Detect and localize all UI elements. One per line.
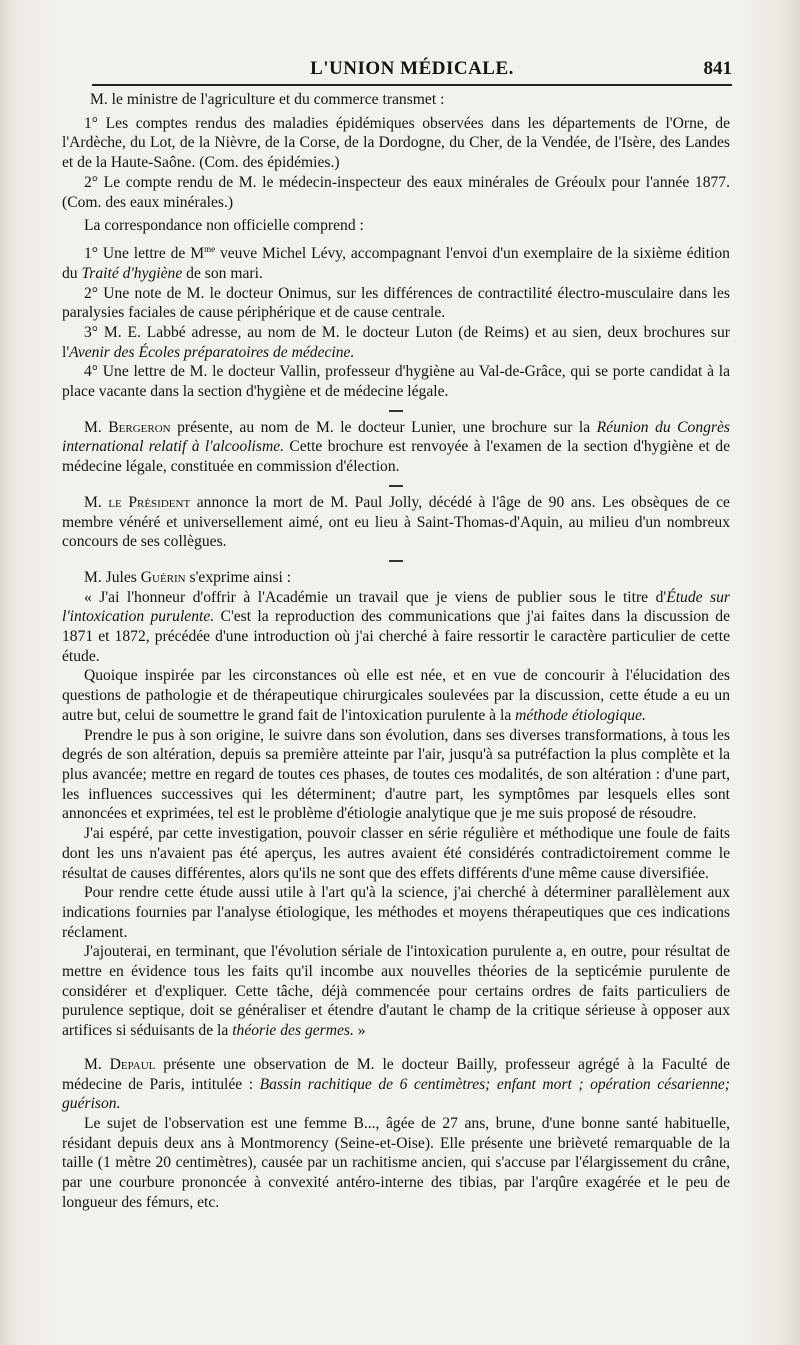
paragraph-levy-letter: 1° Une lettre de $M^{me}$ veuve Michel Lévy, accompagnant l'envoi d'un exemplaire de la sixième édition du Traité d'hygiène de son mari. — [62, 243, 730, 282]
paragraph-guerin-method: Prendre le pus à son origine, le suivre dans son évolution, dans ses diverses transformations, à tous les degrés de son altération, depuis sa première atteinte par l'air, jusqu'à sa putréfaction la plus complète et la plus avancée; mettre en regard de toutes ces phases, de toutes ces modalités, de son altération : d'une part, les influences successives qui les déterminent; d'autre part, les symptômes par lesquels elles sont annoncées et exprimées, tel est le problème d'étiologie analytique que je me suis proposé de résoudre. — [62, 726, 730, 823]
paragraph-depaul: M. Depaul présente une observation de M. le docteur Bailly, professeur agrégé à la Faculté de médecine de Paris, intitulée : Bassin rachitique de 6 centimètres; enfant mort ; opération césarienne; guérison. — [62, 1055, 730, 1113]
paragraph-unofficial-correspondence: La correspondance non officielle comprend : — [84, 217, 364, 235]
paragraph-guerin-hope: J'ai espéré, par cette investigation, pouvoir classer en série régulière et méthodique une foule de faits dont les uns n'avaient pas été aperçus, les autres avaient été considérés contradictoirement comme le résultat de causes différentes, alors qu'ils ne sont que des effets différents d'une même cause diversifiée. — [62, 825, 730, 882]
paragraph-onimus-note: 2° Une note de M. le docteur Onimus, sur les différences de contractilité électro-musculaire dans les paralysies faciales de cause périphérique et de cause centrale. — [62, 284, 730, 322]
paragraph-epidemic-reports: 1° Les comptes rendus des maladies épidémiques observées dans les départements de l'Orne, de l'Ardèche, du Lot, de la Nièvre, de la Corse, de la Dordogne, du Cher, de la Vendée, de l'Isère, des Landes et de la Haute-Saône. (Com. des épidémies.) — [62, 114, 730, 172]
paragraph-guerin-purpose: Quoique inspirée par les circonstances où elle est née, et en vue de concourir à l'élucidation des questions de pathologie et de thérapeutique chirurgicales soulevées par la discussion, cette étude a eu un autre but, celui de soumettre le grand fait de l'intoxication purulente à la méthode étiologique. — [62, 667, 730, 724]
section-separator — [389, 560, 403, 562]
paragraph-guerin-therapeutics: Pour rendre cette étude aussi utile à l'art qu'à la science, j'ai cherché à déterminer parallèlement aux indications fournies par l'analyse étiologique, les méthodes et moyens thérapeutiques que ces indications réclament. — [62, 884, 730, 941]
paragraph-guerin-intro: M. Jules Guérin s'exprime ainsi : — [84, 568, 292, 586]
page-header — [92, 50, 732, 86]
running-title: L'UNION MÉDICALE. — [310, 58, 514, 79]
paragraph-observation-subject: Le sujet de l'observation est une femme B..., âgée de 27 ans, brune, d'une bonne santé habituelle, résidant depuis deux ans à Montmorency (Seine-et-Oise). Elle présente une brièveté remarquable de la taille (1 mètre 20 centimètres), causée par un rachitisme ancien, qui s'accuse par l'élargissement du crâne, par une courbure prononcée à convexité antéro-interne des tibias, par l'arqûre exagérée et le peu de longueur des fémurs, etc. — [62, 1114, 730, 1211]
page-number: 841 — [703, 58, 732, 79]
paragraph-mineral-waters-report: 2° Le compte rendu de M. le médecin-inspecteur des eaux minérales de Gréoulx pour l'année 1877. (Com. des eaux minérales.) — [62, 173, 730, 211]
body-text — [62, 90, 730, 1212]
paragraph-bergeron: M. Bergeron présente, au nom de M. le docteur Lunier, une brochure sur la Réunion du Congrès international relatif à l'alcoolisme. Cette brochure est renvoyée à l'examen de la section d'hygiène et de médecine légale, constituée en commission d'élection. — [62, 418, 730, 476]
paragraph-president-announcement: M. le Président annonce la mort de M. Paul Jolly, décédé à l'âge de 90 ans. Les obsèques de ce membre vénéré et universellement aimé, ont eu lieu à Saint-Thomas-d'Aquin, au milieu d'un nombreux concours de ses collègues. — [62, 493, 730, 551]
section-separator — [389, 410, 403, 412]
paragraph-labbe-brochures: 3° M. E. Labbé adresse, au nom de M. le docteur Luton (de Reims) et au sien, deux brochures sur l'Avenir des Écoles préparatoires de médecine. — [62, 323, 730, 361]
section-separator — [389, 485, 403, 487]
paragraph-guerin-offer: « J'ai l'honneur d'offrir à l'Académie un travail que je viens de publier sous le titre d'Étude sur l'intoxication purulente. C'est la reproduction des communications que j'ai faites dans la discussion de 1871 et 1872, précédée d'une introduction où j'ai cherché à faire ressortir le caractère particulier de cette étude. — [62, 588, 730, 665]
paragraph-guerin-conclusion: J'ajouterai, en terminant, que l'évolution sériale de l'intoxication purulente a, en outre, pour résultat de mettre en évidence tous les faits qu'il incombe aux nouvelles théories de la septicémie purulente de considérer et d'expliquer. Cette tâche, déjà commencée pour certains ordres de faits particuliers de purulence septique, doit se généraliser et étendre d'autant le champ de la critique sérieuse à opposer aux artifices si séduisants de la théorie des germes. » — [62, 943, 730, 1040]
paragraph-minister-transmits: M. le ministre de l'agriculture et du commerce transmet : — [90, 91, 445, 108]
paragraph-vallin-letter: 4° Une lettre de M. le docteur Vallin, professeur d'hygiène au Val-de-Grâce, qui se porte candidat à la place vacante dans la section d'hygiène et de médecine légale. — [62, 363, 730, 401]
